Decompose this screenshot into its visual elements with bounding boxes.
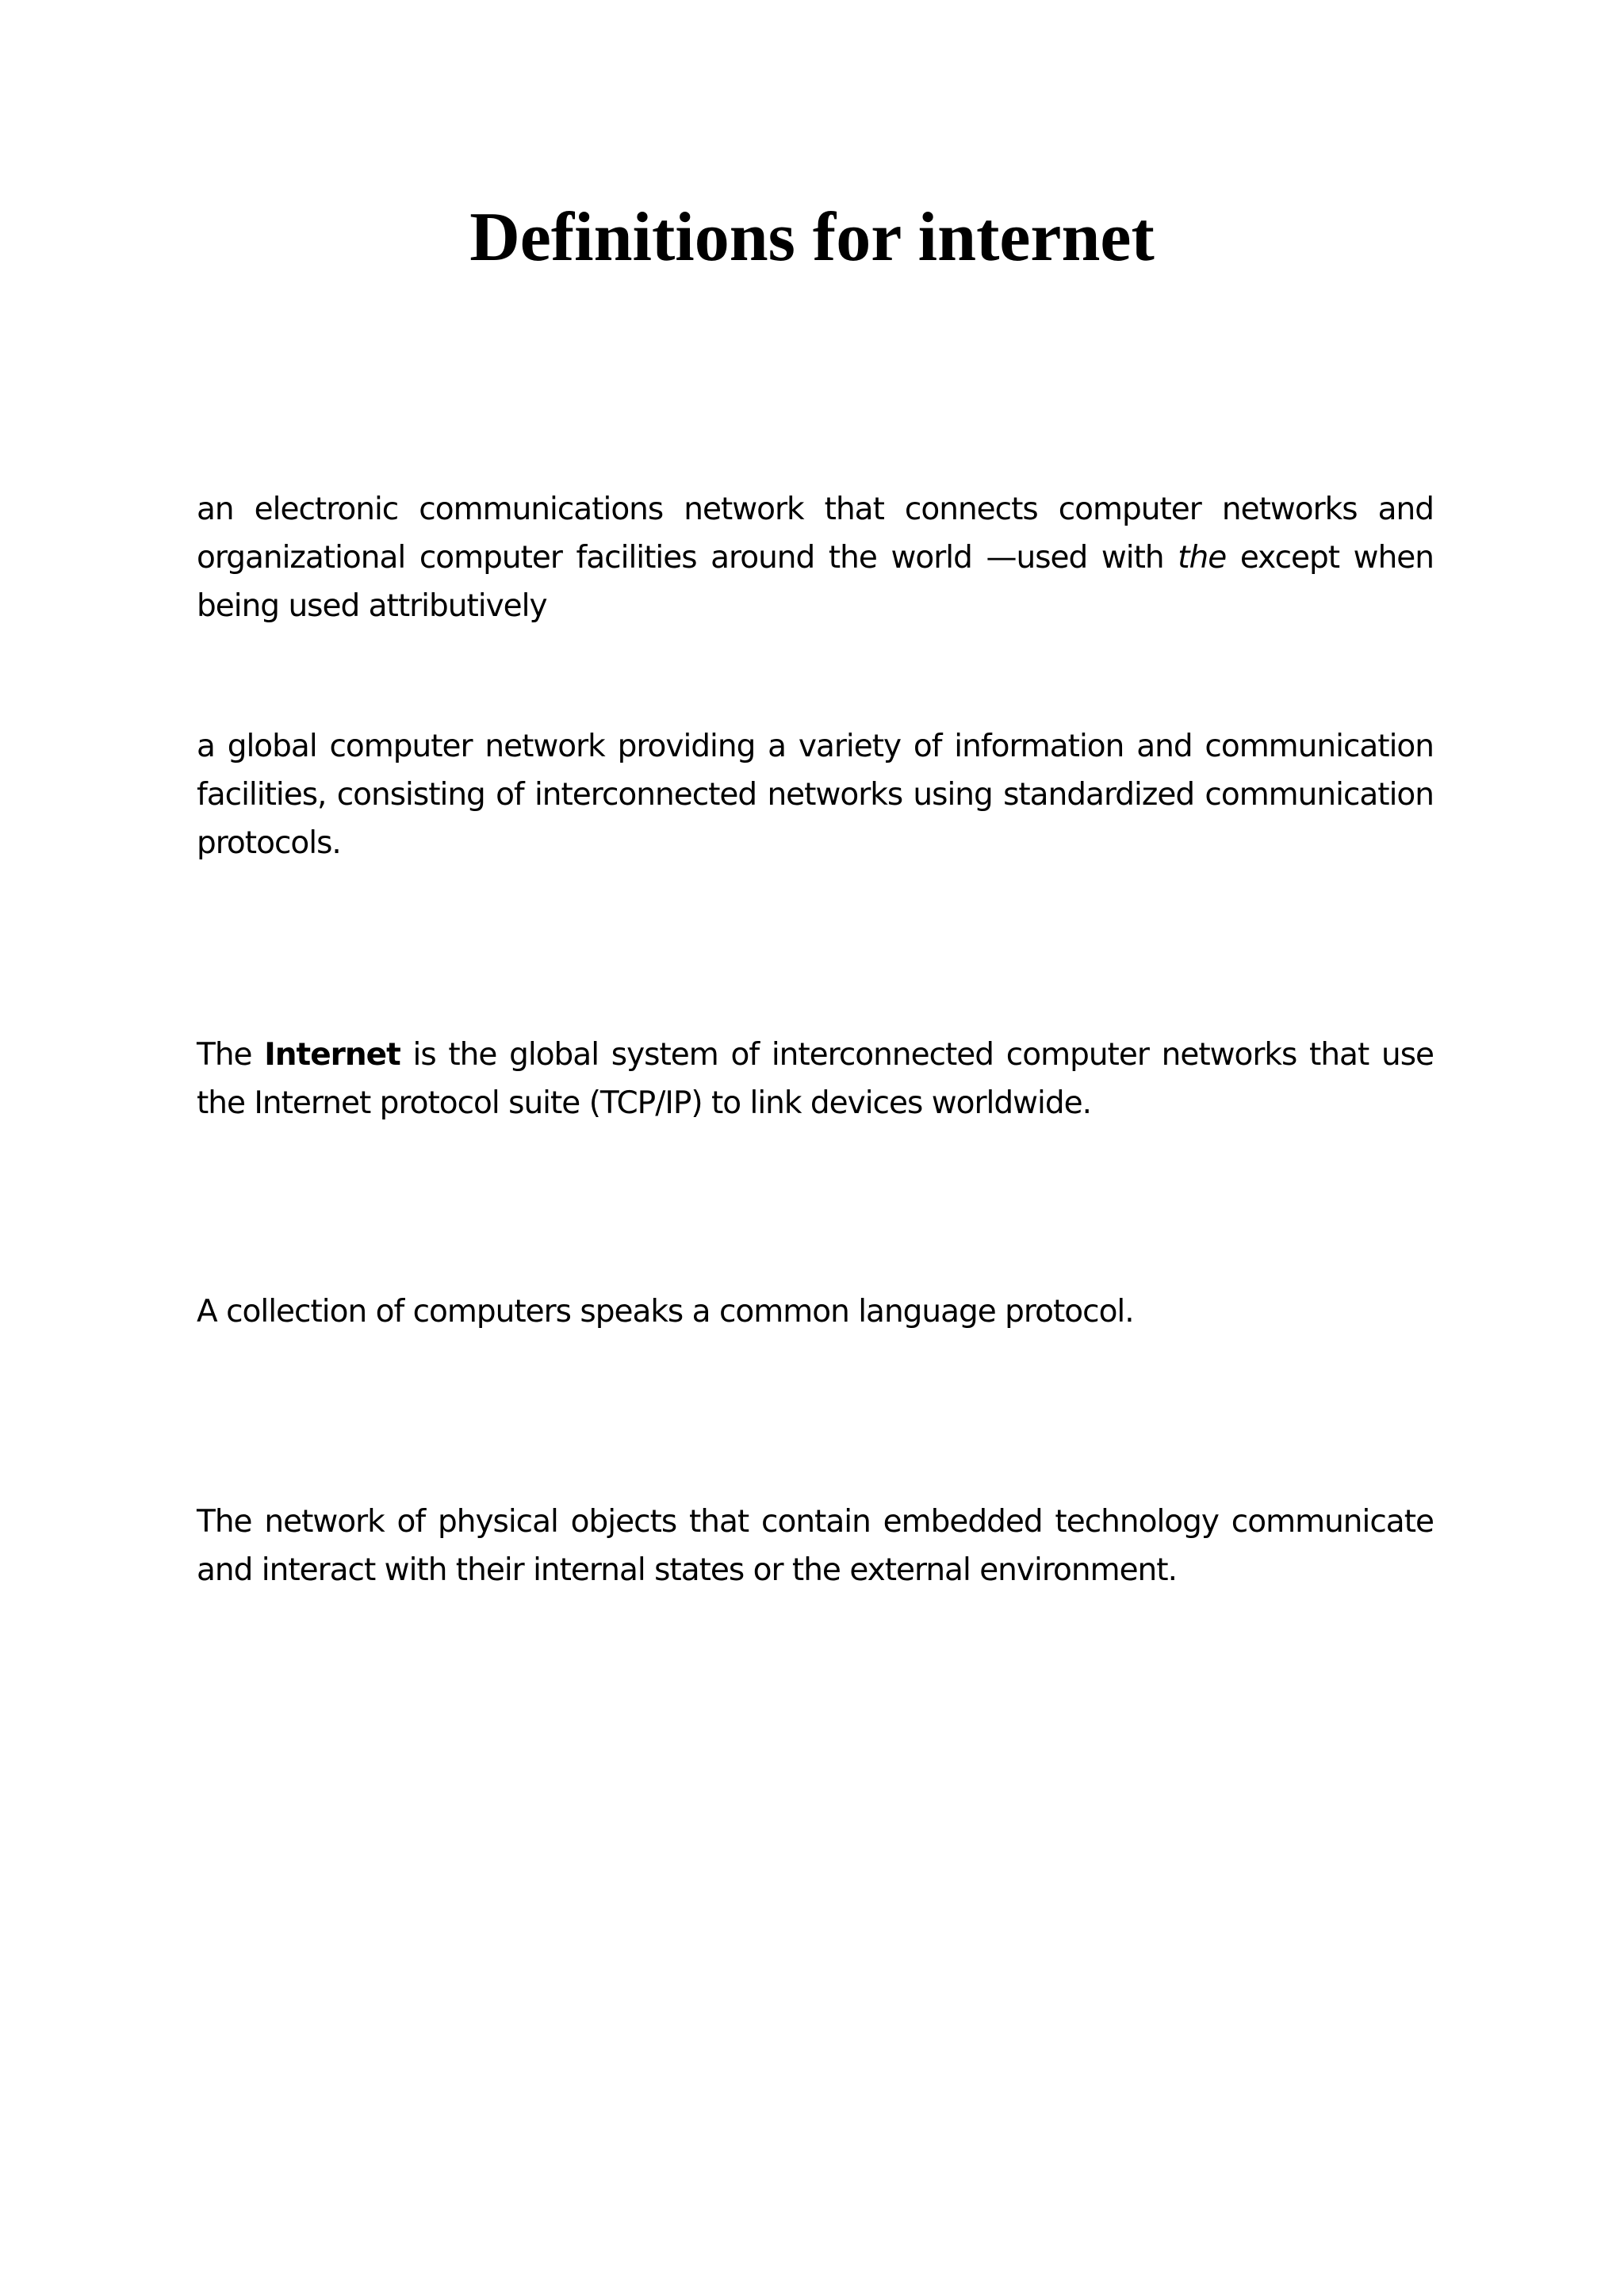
definition-1-emphasis: the [1178,540,1227,576]
definition-3-text-start: The [197,1037,265,1073]
definition-4: A collection of computers speaks a common language protocol. [197,1294,1134,1330]
definition-1-text-start: an electronic communications network that connects computer networks and organizational computer facilities around the world —used with [197,492,1434,576]
definition-3 [197,1031,1434,1127]
definition-3-text-end: is the global system of interconnected computer networks that use the Internet protocol suite (TCP/IP) to link devices worldwide. [197,1037,1434,1121]
page-title: Definitions for internet [469,199,1155,276]
definition-5: The network of physical objects that contain embedded technology communicate and interact with their internal states or the external environment. [197,1504,1434,1588]
definition-3-bold-term: Internet [264,1037,400,1073]
definition-1-text-end: except when being used attributively [197,540,1434,624]
definition-1 [197,485,1434,630]
definition-2: a global computer network providing a variety of information and communication facilities, consisting of interconnected networks using standardized communication protocols. [197,729,1434,861]
